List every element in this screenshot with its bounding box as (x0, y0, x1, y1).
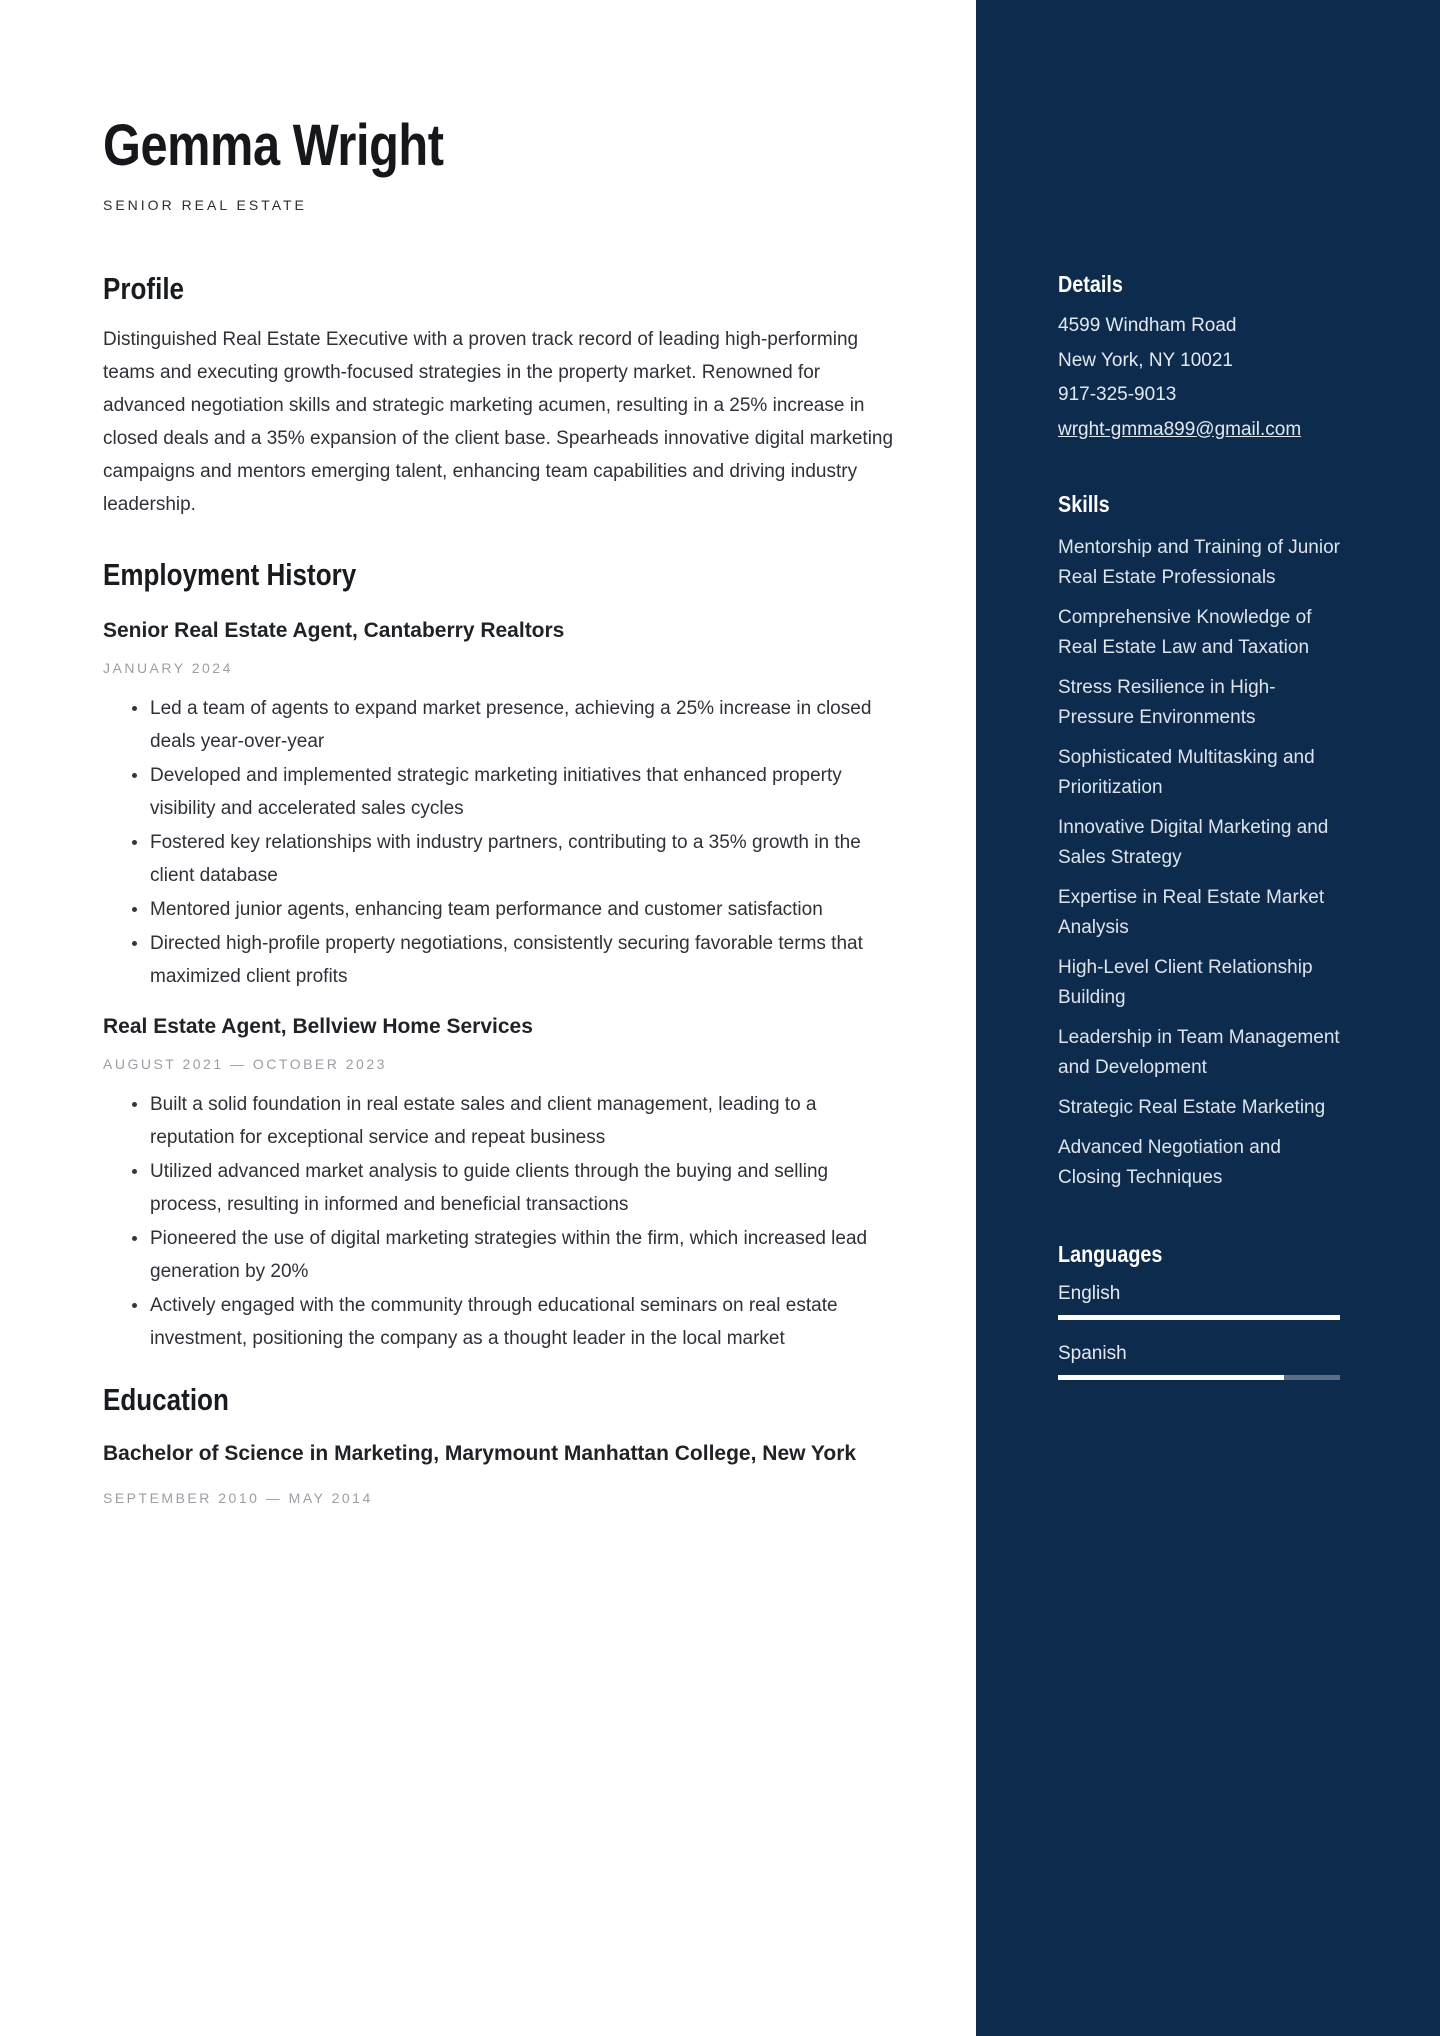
language-level-track (1058, 1375, 1340, 1380)
job-bullet: Developed and implemented strategic marketing initiatives that enhanced property visibility and accelerated sales cycles (150, 759, 903, 825)
skills-section (1058, 491, 1340, 1193)
profile-heading-text: Profile (103, 271, 185, 306)
job-bullet: Fostered key relationships with industry partners, contributing to a 35% growth in the client database (150, 826, 903, 892)
employment-section (103, 558, 903, 1355)
job-bullet: Directed high-profile property negotiations, consistently securing favorable terms that maximized client profits (150, 927, 903, 993)
details-heading-text: Details (1058, 271, 1123, 297)
job-title: Real Estate Agent, Bellview Home Services (103, 1015, 533, 1038)
profile-heading (103, 272, 903, 306)
sidebar (976, 0, 1440, 2036)
language-row (1058, 1280, 1340, 1320)
education-heading (103, 1383, 903, 1417)
employment-heading-text: Employment History (103, 557, 357, 592)
skill-item: Expertise in Real Estate Market Analysis (1058, 887, 1325, 938)
languages-section (1058, 1241, 1340, 1380)
education-heading-text: Education (103, 1382, 229, 1417)
details-section (1058, 271, 1340, 447)
skill-item: Sophisticated Multitasking and Prioritization (1058, 747, 1315, 798)
skills-heading (1058, 491, 1340, 518)
skill-item: Innovative Digital Marketing and Sales Strategy (1058, 817, 1329, 868)
job-bullet-list (103, 692, 903, 993)
email-link[interactable]: wrght-gmma899@gmail.com (1058, 418, 1302, 440)
job-bullet: Led a team of agents to expand market presence, achieving a 25% increase in closed deals year-over-year (150, 692, 903, 758)
job-bullet: Utilized advanced market analysis to guide clients through the buying and selling process, resulting in informed and beneficial transactions (150, 1155, 903, 1221)
skill-item: Mentorship and Training of Junior Real Estate Professionals (1058, 537, 1340, 588)
language-name: English (1058, 1283, 1121, 1304)
education-date: SEPTEMBER 2010 — MAY 2014 (103, 1490, 373, 1506)
job-bullet: Built a solid foundation in real estate sales and client management, leading to a reputation for exceptional service and repeat business (150, 1088, 903, 1154)
skill-item: Comprehensive Knowledge of Real Estate Law and Taxation (1058, 607, 1312, 658)
details-lines (1058, 309, 1340, 447)
job-entry (103, 1013, 903, 1355)
skill-item: Stress Resilience in High-Pressure Environments (1058, 677, 1276, 728)
language-level-fill (1058, 1315, 1340, 1320)
job-bullet-list (103, 1088, 903, 1355)
skill-item: Advanced Negotiation and Closing Techniques (1058, 1137, 1281, 1188)
employment-heading (103, 558, 903, 592)
skill-item: High-Level Client Relationship Building (1058, 957, 1313, 1008)
candidate-role: SENIOR REAL ESTATE (103, 197, 307, 213)
profile-text: Distinguished Real Estate Executive with a proven track record of leading high-performing teams and executing growth-focused strategies in the property market. Renowned for advanced negotiation skills and strategic marketing acumen, resulting in a 25% increase in closed deals and a 35% expansion of the client base. Spearheads innovative digital marketing campaigns and mentors emerging talent, enhancing team capabilities and driving industry leadership. (103, 329, 894, 515)
job-bullet: Mentored junior agents, enhancing team performance and customer satisfaction (150, 893, 903, 926)
language-level-fill (1058, 1375, 1284, 1380)
job-title: Senior Real Estate Agent, Cantaberry Realtors (103, 619, 565, 642)
phone-number: 917-325-9013 (1058, 384, 1177, 405)
education-section (103, 1383, 903, 1507)
skills-heading-text: Skills (1058, 491, 1110, 517)
job-bullet: Pioneered the use of digital marketing strategies within the firm, which increased lead generation by 20% (150, 1222, 903, 1288)
language-row (1058, 1340, 1340, 1380)
details-heading (1058, 271, 1340, 298)
languages-heading (1058, 1241, 1340, 1268)
skill-item: Leadership in Team Management and Development (1058, 1027, 1340, 1078)
address-line: 4599 Windham Road (1058, 315, 1237, 336)
job-bullet: Actively engaged with the community through educational seminars on real estate investment, positioning the company as a thought leader in the local market (150, 1289, 903, 1355)
job-date: JANUARY 2024 (103, 660, 233, 676)
languages-heading-text: Languages (1058, 1241, 1163, 1267)
skills-list (1058, 533, 1340, 1193)
job-date: AUGUST 2021 — OCTOBER 2023 (103, 1056, 387, 1072)
candidate-name (103, 113, 903, 178)
skill-item: Strategic Real Estate Marketing (1058, 1097, 1326, 1118)
profile-section (103, 272, 903, 521)
address-line: New York, NY 10021 (1058, 349, 1233, 371)
language-name: Spanish (1058, 1343, 1127, 1364)
education-degree: Bachelor of Science in Marketing, Marymount Manhattan College, New York (103, 1442, 857, 1465)
language-level-track (1058, 1315, 1340, 1320)
candidate-name-text: Gemma Wright (103, 113, 444, 178)
job-entry (103, 617, 903, 993)
main-column (103, 0, 903, 1507)
